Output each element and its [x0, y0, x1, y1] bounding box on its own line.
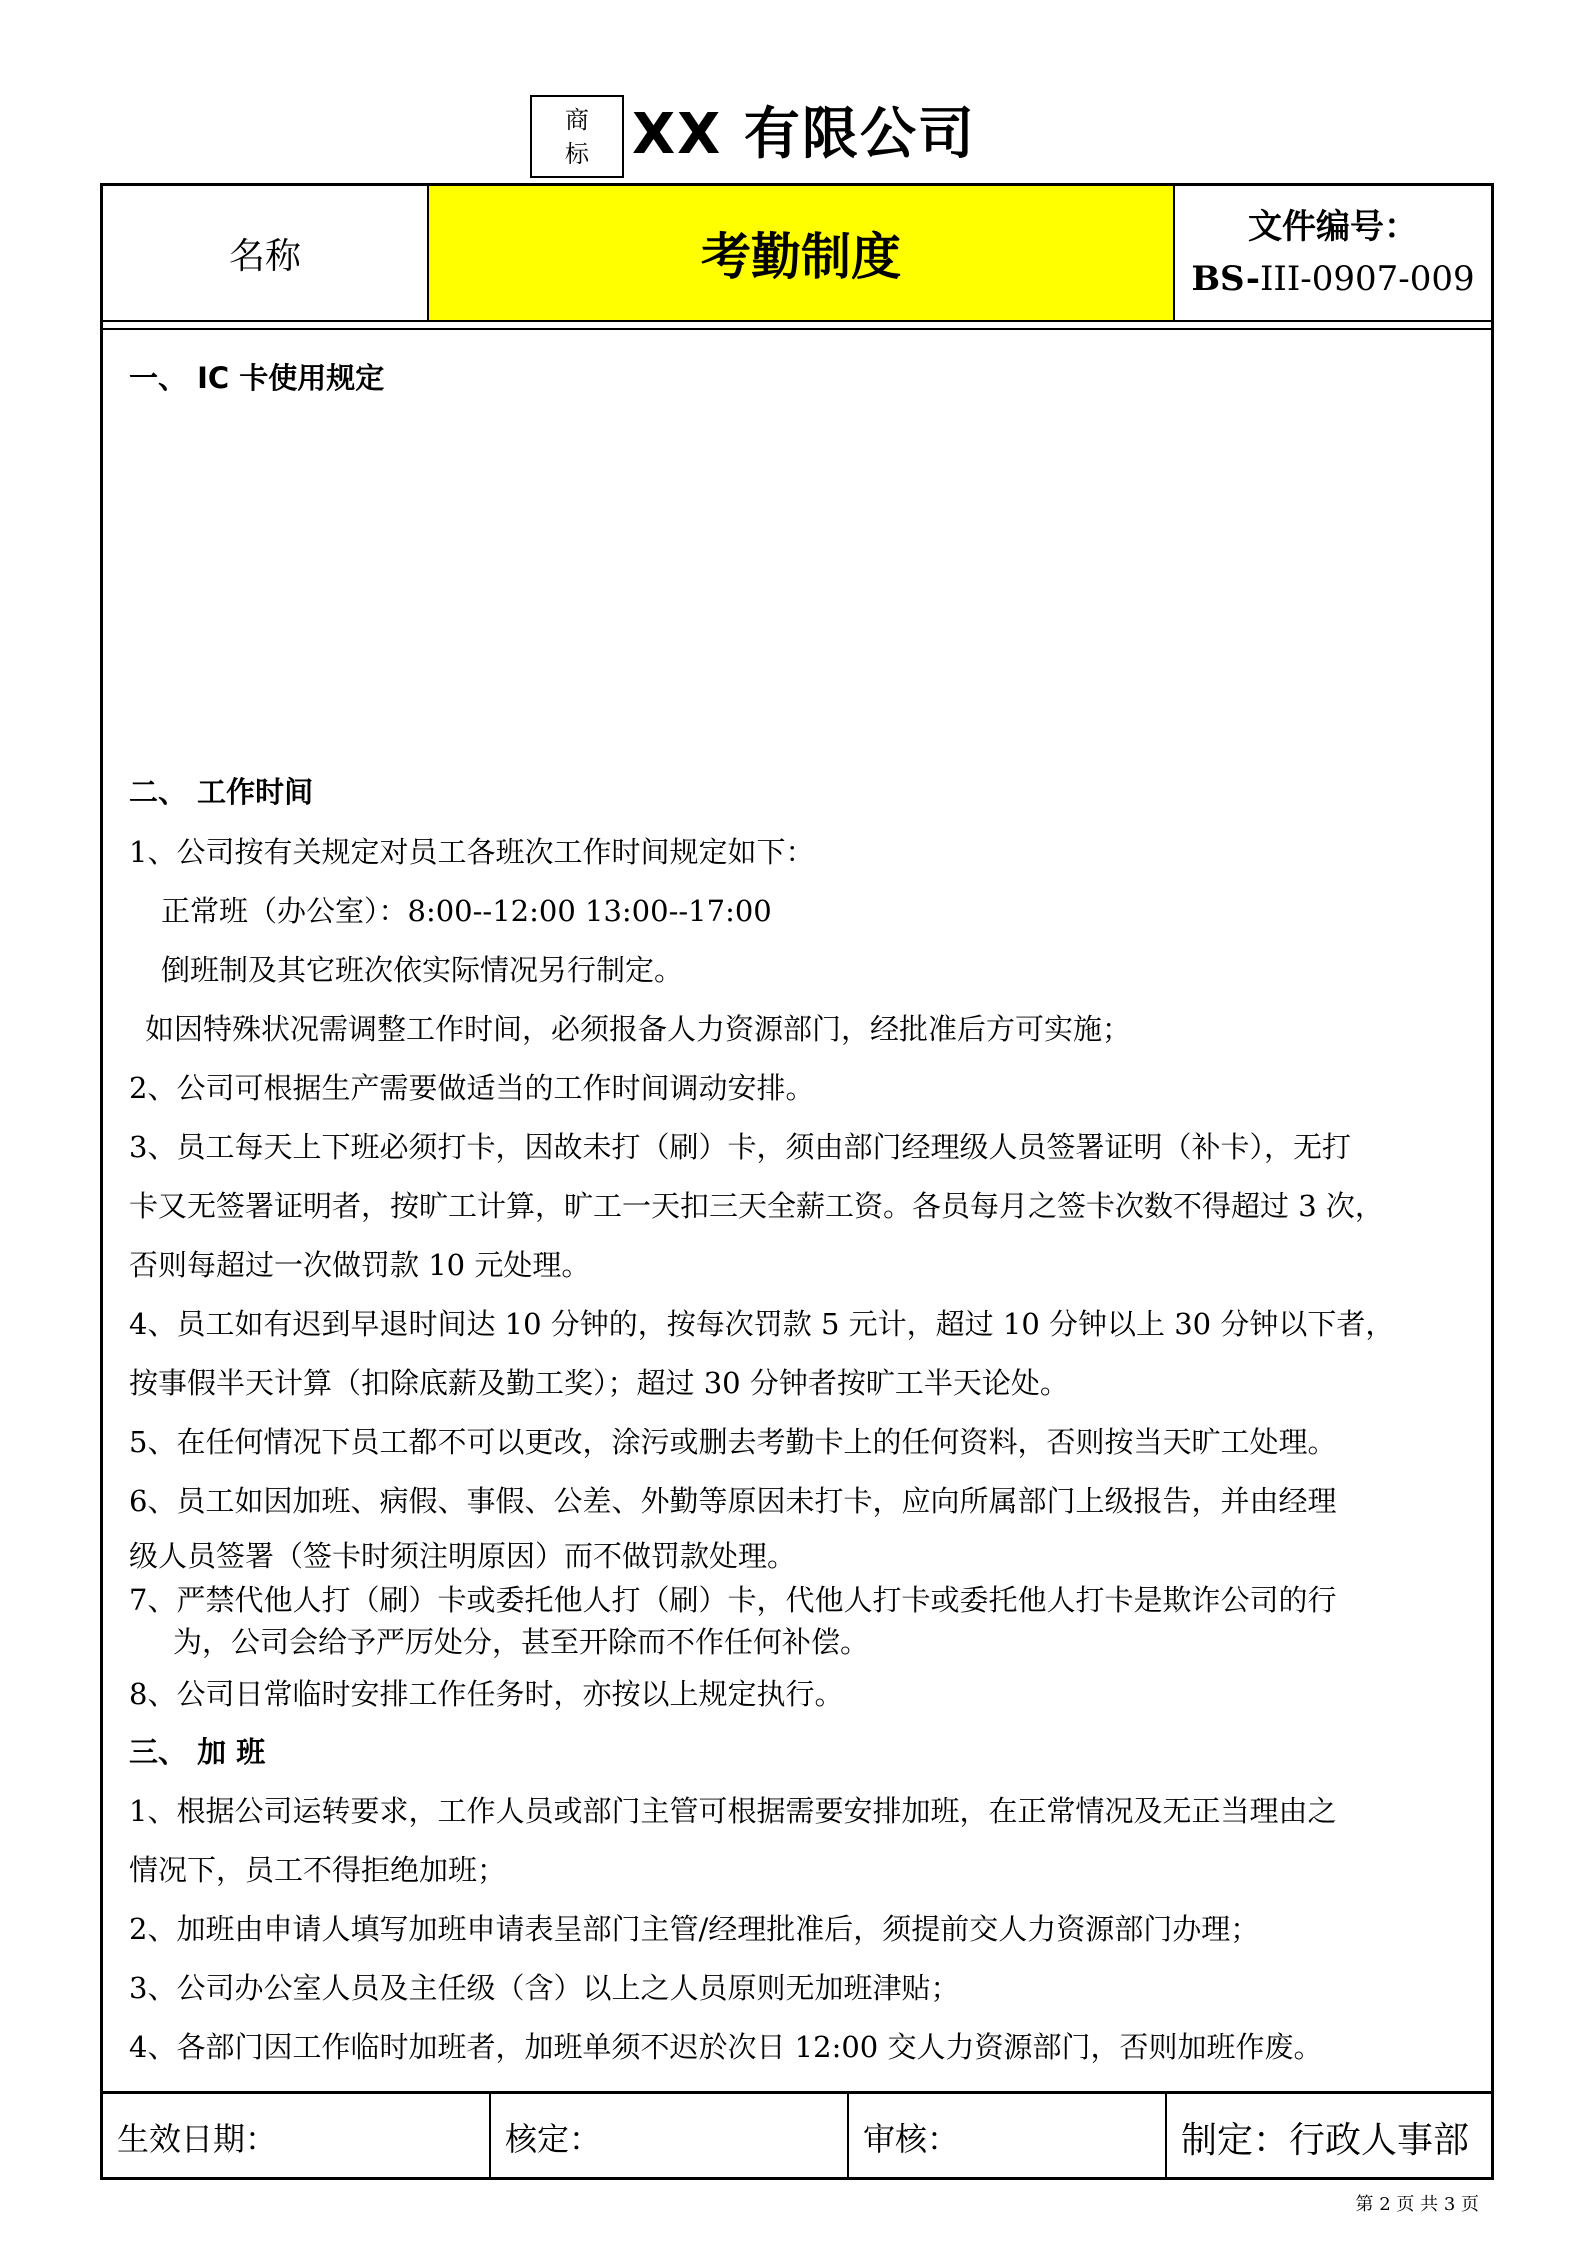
paragraph: 否则每超过一次做罚款 10 元处理。	[129, 1248, 591, 1282]
paragraph: 1、根据公司运转要求，工作人员或部门主管可根据需要安排加班，在正常情况及无正当理由之	[129, 1794, 1337, 1828]
paragraph: 3、员工每天上下班必须打卡，因故未打（刷）卡，须由部门经理级人员签署证明（补卡），无打	[129, 1130, 1351, 1164]
document-number-rest: III-0907-009	[1259, 259, 1475, 299]
paragraph: 2、公司可根据生产需要做适当的工作时间调动安排。	[129, 1071, 815, 1105]
document-number-prefix: BS-	[1191, 259, 1260, 299]
header-row	[103, 186, 1491, 320]
paragraph: 情况下，员工不得拒绝加班；	[129, 1853, 507, 1887]
trademark-char-1: 商	[565, 105, 589, 134]
name-label: 名称	[103, 186, 429, 320]
paragraph: 8、公司日常临时安排工作任务时，亦按以上规定执行。	[129, 1677, 844, 1711]
trademark-char-2: 标	[565, 139, 589, 168]
paragraph: 为，公司会给予严厉处分，甚至开除而不作任何补偿。	[173, 1625, 870, 1659]
paragraph: 级人员签署（签卡时须注明原因）而不做罚款处理。	[129, 1539, 797, 1573]
divider	[103, 328, 1491, 330]
approved-by-label: 核定：	[491, 2094, 849, 2180]
section-heading-3: 三、 加 班	[129, 1735, 266, 1769]
paragraph: 6、员工如因加班、病假、事假、公差、外勤等原因未打卡，应向所属部门上级报告，并由经理	[129, 1484, 1337, 1518]
paragraph: 5、在任何情况下员工都不可以更改，涂污或删去考勤卡上的任何资料，否则按当天旷工处理。	[129, 1425, 1337, 1459]
paragraph: 1、公司按有关规定对员工各班次工作时间规定如下：	[129, 835, 815, 869]
document-number-label: 文件编号：	[1248, 207, 1418, 247]
document-number-cell	[1175, 186, 1491, 320]
footer-row	[103, 2091, 1491, 2183]
trademark-box	[530, 95, 624, 178]
section-heading-1: 一、 IC 卡使用规定	[129, 361, 385, 395]
divider	[103, 320, 1491, 322]
document-number	[1191, 253, 1474, 305]
document-frame	[100, 183, 1494, 2180]
paragraph: 卡又无签署证明者，按旷工计算，旷工一天扣三天全薪工资。各员每月之签卡次数不得超过 3 次，	[129, 1189, 1384, 1223]
company-name: XX 有限公司	[632, 102, 976, 167]
paragraph: 按事假半天计算（扣除底薪及勤工奖）；超过 30 分钟者按旷工半天论处。	[129, 1366, 1069, 1400]
paragraph: 如因特殊状况需调整工作时间，必须报备人力资源部门，经批准后方可实施；	[145, 1012, 1132, 1046]
reviewed-by-label: 审核：	[849, 2094, 1167, 2180]
document-title: 考勤制度	[429, 186, 1175, 320]
paragraph: 2、加班由申请人填写加班申请表呈部门主管/经理批准后，须提前交人力资源部门办理；	[129, 1912, 1260, 1946]
effective-date-label: 生效日期：	[103, 2094, 491, 2180]
paragraph: 倒班制及其它班次依实际情况另行制定。	[161, 953, 684, 987]
paragraph: 4、员工如有迟到早退时间达 10 分钟的，按每次罚款 5 元计，超过 10 分钟以上 30 分钟以下者，	[129, 1307, 1395, 1341]
paragraph: 4、各部门因工作临时加班者，加班单须不迟於次日 12:00 交人力资源部门，否则加班作废。	[129, 2030, 1323, 2064]
page-number: 第 2 页 共 3 页	[1355, 2194, 1479, 2215]
paragraph: 7、严禁代他人打（刷）卡或委托他人打（刷）卡，代他人打卡或委托他人打卡是欺诈公司的行	[129, 1583, 1337, 1617]
section-heading-2: 二、 工作时间	[129, 775, 314, 809]
paragraph: 正常班（办公室）：8:00--12:00 13:00--17:00	[161, 894, 772, 928]
prepared-by-label: 制定：行政人事部	[1181, 2119, 1470, 2161]
paragraph: 3、公司办公室人员及主任级（含）以上之人员原则无加班津贴；	[129, 1971, 960, 2005]
